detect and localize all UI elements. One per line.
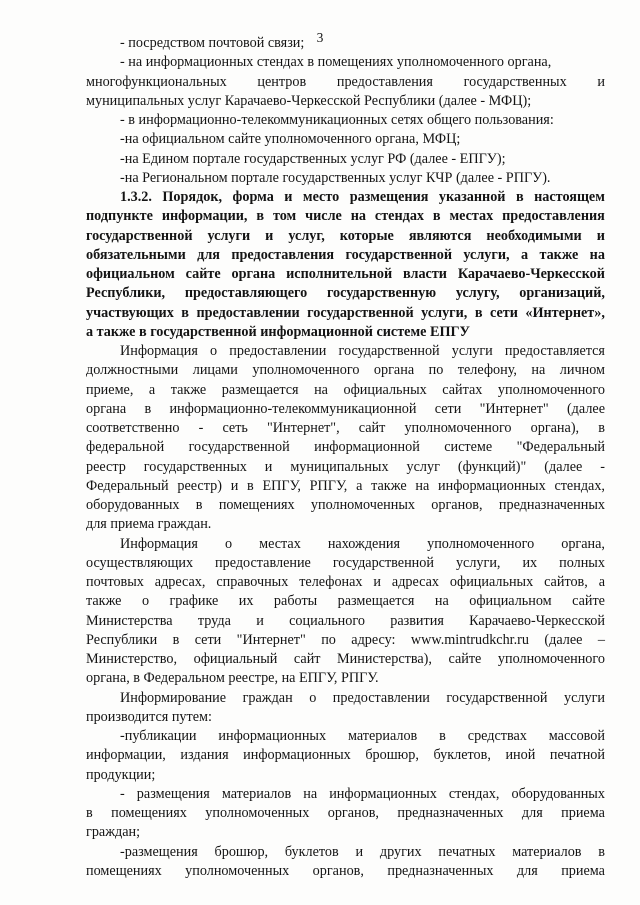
text-word: печатной <box>549 747 605 763</box>
text-word: информационных <box>243 747 351 763</box>
text-line <box>86 612 605 631</box>
text-word: официальном <box>469 593 552 609</box>
text-word: приеме, <box>86 382 134 398</box>
text-word: услуги, <box>463 247 510 263</box>
text-word: официальном <box>86 266 175 282</box>
text-word: материалов <box>221 786 292 802</box>
text-word: www.mintrudkchr.ru <box>410 632 529 648</box>
text-word: том <box>272 208 297 224</box>
text-word: также <box>86 593 122 609</box>
text-word: информационно-телекоммуникационной <box>169 401 417 417</box>
text-word: сети <box>434 401 462 417</box>
text-word: соответственно <box>86 420 180 436</box>
text-word: приема <box>561 863 605 879</box>
text-line <box>86 246 605 265</box>
text-word: помещениях <box>111 805 187 821</box>
text-word: «Интернет», <box>525 305 605 321</box>
text-word: буклетов <box>284 844 339 860</box>
text-word: государственной <box>338 343 440 359</box>
text-word: для <box>521 805 543 821</box>
text-word: органа <box>231 266 276 282</box>
text-word: органа <box>86 401 127 417</box>
text-line <box>86 73 605 92</box>
text-word: в <box>256 208 265 224</box>
text-word: предназначенных <box>387 863 494 879</box>
text-word: центров <box>257 74 307 90</box>
text-word: в <box>474 305 483 321</box>
text-word: органов, <box>312 863 364 879</box>
text-word: буклетов, <box>433 747 491 763</box>
text-word: сайтах <box>442 382 483 398</box>
text-word: "Интернет" <box>479 401 549 417</box>
text-word: размещается <box>221 382 299 398</box>
text-word: для <box>516 863 538 879</box>
text-word: местах <box>449 208 494 224</box>
text-word: иной <box>505 747 536 763</box>
text-word: и <box>284 189 293 205</box>
text-word: государственной <box>188 439 290 455</box>
text-word: власти <box>403 266 447 282</box>
text-word: необходимыми <box>486 228 582 244</box>
text-word: уполномоченного <box>404 420 512 436</box>
text-word: средствах <box>467 728 527 744</box>
text-word: услуги, <box>421 305 468 321</box>
text-word: в <box>439 728 446 744</box>
text-word: "Федеральный <box>516 439 605 455</box>
text-word: в <box>432 208 441 224</box>
text-word: и <box>230 478 239 494</box>
text-word: предоставления <box>336 74 433 90</box>
text-word: многофункциональных <box>86 74 227 90</box>
text-word: государственной <box>446 690 548 706</box>
text-line <box>120 150 605 169</box>
text-word: форма <box>232 189 274 205</box>
text-line-content: производится путем: <box>86 709 212 725</box>
text-word: предоставлении <box>229 343 327 359</box>
text-line <box>86 419 605 438</box>
text-word: предоставления <box>231 247 335 263</box>
text-word: услуг <box>406 459 440 475</box>
text-word: Министерства <box>86 613 173 629</box>
text-word: (далее <box>566 401 605 417</box>
text-word: и <box>355 844 364 860</box>
text-word: предназначенных <box>397 805 504 821</box>
text-line <box>86 92 605 111</box>
text-word: "Интернет", <box>267 420 340 436</box>
text-word: размещается <box>337 593 415 609</box>
text-word: адресу: <box>351 632 396 648</box>
text-word: о <box>224 536 233 552</box>
text-word: а <box>356 478 363 494</box>
text-word: в <box>515 189 524 205</box>
text-word: приема <box>561 805 605 821</box>
text-word: на <box>303 786 318 802</box>
text-word: в <box>144 401 152 417</box>
text-word: место <box>302 189 340 205</box>
text-word: должностными <box>86 362 179 378</box>
text-word: информации, <box>86 747 166 763</box>
text-word: которые <box>339 228 394 244</box>
text-word: по <box>321 632 336 648</box>
text-line <box>86 207 605 226</box>
text-word: числе <box>305 208 342 224</box>
text-word: информационных <box>218 728 327 744</box>
text-word: стендах <box>374 208 425 224</box>
text-word: на <box>531 362 546 378</box>
text-line <box>86 265 605 284</box>
text-word: - <box>198 420 204 436</box>
text-word: Информация <box>120 343 198 359</box>
text-word: подпункте <box>86 208 153 224</box>
text-line <box>86 746 605 765</box>
text-word: органов, <box>327 805 379 821</box>
text-line <box>86 669 605 688</box>
text-word: на <box>415 478 430 494</box>
text-word: и <box>265 228 274 244</box>
text-word: сеть <box>222 420 248 436</box>
text-line <box>86 515 605 534</box>
text-word: помещениях <box>218 497 295 513</box>
text-line <box>86 284 605 303</box>
text-word: органа), <box>530 420 580 436</box>
text-word: -публикации <box>120 728 197 744</box>
text-word: РПГУ, <box>309 478 348 494</box>
text-word: а <box>598 574 605 590</box>
text-word: сети <box>194 632 222 648</box>
text-word: Информирование <box>120 690 227 706</box>
text-line-content: -на официальном сайте уполномоченного органа, МФЦ; <box>120 131 461 147</box>
text-word: материалов <box>347 728 418 744</box>
text-word: муниципальных <box>290 459 389 475</box>
text-line <box>120 689 605 708</box>
text-word: материалов <box>512 844 582 860</box>
text-word: в <box>598 844 605 860</box>
text-word: органа, <box>561 536 605 552</box>
text-line <box>86 573 605 592</box>
text-word: государственных <box>143 459 247 475</box>
text-word: местах <box>259 536 301 552</box>
text-word: и <box>596 228 605 244</box>
text-word: развития <box>390 613 444 629</box>
text-word: Федеральный <box>86 478 169 494</box>
text-word: уполномоченных <box>310 497 415 513</box>
text-word: организаций, <box>519 285 605 301</box>
text-word: Карачаево-Черкесской <box>469 613 605 629</box>
text-word: сайт <box>293 651 321 667</box>
text-word: предоставлении <box>332 690 430 706</box>
text-word: услуги <box>207 228 251 244</box>
text-word: справочных <box>216 574 289 590</box>
text-line <box>86 823 605 842</box>
text-line <box>86 477 605 496</box>
text-line <box>120 169 605 188</box>
text-word: (далее <box>544 459 583 475</box>
text-line <box>86 304 605 323</box>
text-word: в <box>86 805 93 821</box>
text-line-content: муниципальных услуг Карачаево-Черкесской Республики (далее - МФЦ); <box>86 93 532 109</box>
text-word: государственную <box>326 285 437 301</box>
text-word: помещениях <box>86 863 162 879</box>
text-word: телефонах <box>299 574 363 590</box>
text-line-content: -на Региональном портале государственных услуг КЧР (далее - РПГУ). <box>120 170 551 186</box>
text-line <box>86 458 605 477</box>
text-word: услугу, <box>455 285 500 301</box>
text-word: лицами <box>192 362 238 378</box>
text-line <box>86 708 605 727</box>
text-word: о <box>309 690 317 706</box>
text-word: на <box>589 247 605 263</box>
text-word: являются <box>408 228 472 244</box>
text-word: почтовых <box>86 574 144 590</box>
text-word: брошюр, <box>214 844 269 860</box>
text-line <box>86 381 605 400</box>
text-word: для <box>197 247 220 263</box>
text-word: сайте <box>572 593 605 609</box>
text-word: уполномоченного <box>252 362 360 378</box>
text-word: официальный <box>193 651 278 667</box>
text-line <box>120 34 605 53</box>
text-word: государственной <box>86 228 193 244</box>
text-line <box>86 804 605 823</box>
text-word: услуги <box>451 343 493 359</box>
text-word: их <box>522 555 538 571</box>
text-word: предоставляющего <box>184 285 308 301</box>
text-word: государственной <box>307 305 414 321</box>
text-line <box>86 361 605 380</box>
text-word: Министерства), <box>337 651 432 667</box>
text-line-content: для приема граждан. <box>86 516 212 532</box>
text-word: личном <box>559 362 605 378</box>
text-word: социального <box>289 613 365 629</box>
text-word: работы <box>273 593 318 609</box>
text-line <box>86 323 605 342</box>
text-word: о <box>141 593 150 609</box>
text-word: издания <box>180 747 229 763</box>
text-word: уполномоченного <box>497 651 605 667</box>
text-word: сайте <box>185 266 221 282</box>
text-word: участвующих <box>86 305 174 321</box>
text-word: массовой <box>548 728 605 744</box>
text-line <box>120 111 605 130</box>
text-word: на <box>350 208 367 224</box>
text-word: на <box>314 382 328 398</box>
text-word: указанной <box>438 189 506 205</box>
text-word: в <box>598 420 605 436</box>
text-line <box>86 438 605 457</box>
text-word: государственных <box>463 74 567 90</box>
text-word: услуги <box>564 690 605 706</box>
text-word: системе <box>444 439 493 455</box>
text-word: и <box>256 613 264 629</box>
text-word: Порядок, <box>162 189 223 205</box>
text-word: органа <box>373 362 415 378</box>
text-line <box>86 631 605 650</box>
text-word: стендах, <box>448 786 500 802</box>
text-line-content: продукции; <box>86 767 156 783</box>
text-line <box>120 342 605 361</box>
text-word: их <box>238 593 254 609</box>
text-line <box>120 535 605 554</box>
text-word: графике <box>169 593 219 609</box>
text-word: сайте <box>448 651 482 667</box>
text-line <box>86 400 605 419</box>
text-word: исполнительной <box>286 266 393 282</box>
text-word: -размещения <box>120 844 198 860</box>
text-word: уполномоченного <box>497 382 605 398</box>
text-word: труда <box>197 613 231 629</box>
text-line-content: - в информационно-телекоммуникационных сетях общего пользования: <box>120 112 554 128</box>
text-word: (функций)" <box>457 459 527 475</box>
text-line <box>86 650 605 669</box>
text-word: и <box>264 459 273 475</box>
text-word: о <box>210 343 218 359</box>
text-line <box>86 862 605 881</box>
text-word: в <box>195 497 203 513</box>
text-word: Республики, <box>86 285 166 301</box>
text-line-content: граждан; <box>86 824 141 840</box>
text-word: в <box>181 305 189 321</box>
text-word: предназначенных <box>498 497 605 513</box>
text-word: в <box>172 632 180 648</box>
text-line <box>86 496 605 515</box>
text-word: а <box>148 382 156 398</box>
text-line-content: а также в государственной информационной системе ЕПГУ <box>86 324 470 340</box>
text-word: а <box>520 247 529 263</box>
text-line <box>120 53 605 72</box>
text-word: брошюр, <box>365 747 419 763</box>
text-word: информационных <box>329 786 437 802</box>
text-word: государственной <box>345 247 452 263</box>
text-word: печатных <box>438 844 496 860</box>
text-word: размещения <box>136 786 210 802</box>
text-word: реестр) <box>177 478 222 494</box>
text-word: информационных <box>438 478 546 494</box>
text-word: Республики <box>86 632 158 648</box>
text-word: ЕПГУ, <box>262 478 301 494</box>
text-line-content: - на информационных стендах в помещениях уполномоченного органа, <box>120 54 552 70</box>
text-word: "Интернет" <box>236 632 306 648</box>
text-line <box>120 843 605 862</box>
text-line <box>120 188 605 207</box>
text-word: также <box>170 382 207 398</box>
text-word: реестр <box>86 459 126 475</box>
text-line <box>86 766 605 785</box>
text-word: также <box>539 247 579 263</box>
text-word: обязательными <box>86 247 186 263</box>
text-line <box>86 592 605 611</box>
text-line <box>120 785 605 804</box>
text-word: на <box>434 593 449 609</box>
text-line <box>120 727 605 746</box>
text-word: других <box>379 844 422 860</box>
text-word: полных <box>559 555 605 571</box>
text-word: настоящем <box>534 189 605 205</box>
text-word: официальных <box>343 382 427 398</box>
text-word: услуги, <box>455 555 501 571</box>
text-word: предоставляется <box>504 343 605 359</box>
text-word: предоставления <box>502 208 605 224</box>
text-word: и <box>373 574 382 590</box>
text-word: федеральной <box>86 439 165 455</box>
text-word: размещения <box>349 189 429 205</box>
text-word: – <box>597 632 605 648</box>
text-word: официальных <box>449 574 534 590</box>
text-word: информации, <box>161 208 248 224</box>
text-word: Карачаево-Черкесской <box>457 266 605 282</box>
text-word: адресах <box>391 574 440 590</box>
text-word: телефону, <box>457 362 517 378</box>
text-word: осуществляющих <box>86 555 194 571</box>
text-word: Министерство, <box>86 651 178 667</box>
text-word: (далее <box>544 632 583 648</box>
text-word: в <box>247 478 254 494</box>
page-number: 3 <box>316 30 324 45</box>
text-line <box>120 130 605 149</box>
text-line-content: -на Едином портале государственных услуг РФ (далее - ЕПГУ); <box>120 151 506 167</box>
text-word: оборудованных <box>511 786 605 802</box>
text-line <box>86 227 605 246</box>
text-word: граждан <box>242 690 293 706</box>
text-word: 1.3.2. <box>120 189 152 205</box>
text-word: государственной <box>332 555 434 571</box>
text-word: - <box>600 459 605 475</box>
text-word: услуг, <box>288 228 325 244</box>
text-word: предоставление <box>215 555 311 571</box>
text-word: органов, <box>431 497 483 513</box>
text-line <box>86 554 605 573</box>
text-line-content: - посредством почтовой связи; <box>120 35 305 51</box>
text-word: Информация <box>120 536 198 552</box>
text-word: нахождения <box>327 536 401 552</box>
text-word: сети <box>489 305 518 321</box>
text-word: и <box>597 74 605 90</box>
text-word: оборудованных <box>86 497 180 513</box>
text-line-content: органа, в Федеральном реестре, на ЕПГУ, РПГУ. <box>86 670 379 686</box>
text-word: по <box>428 362 444 378</box>
text-word: информационной <box>314 439 420 455</box>
text-word: стендах, <box>554 478 605 494</box>
text-word: также <box>371 478 407 494</box>
text-word: уполномоченных <box>185 863 290 879</box>
text-word: уполномоченных <box>205 805 310 821</box>
text-word: предоставлении <box>196 305 300 321</box>
text-word: сайт <box>358 420 386 436</box>
text-word: уполномоченного <box>427 536 535 552</box>
text-word: сайтов, <box>544 574 588 590</box>
text-word: - <box>120 786 125 802</box>
text-word: адресах, <box>154 574 206 590</box>
